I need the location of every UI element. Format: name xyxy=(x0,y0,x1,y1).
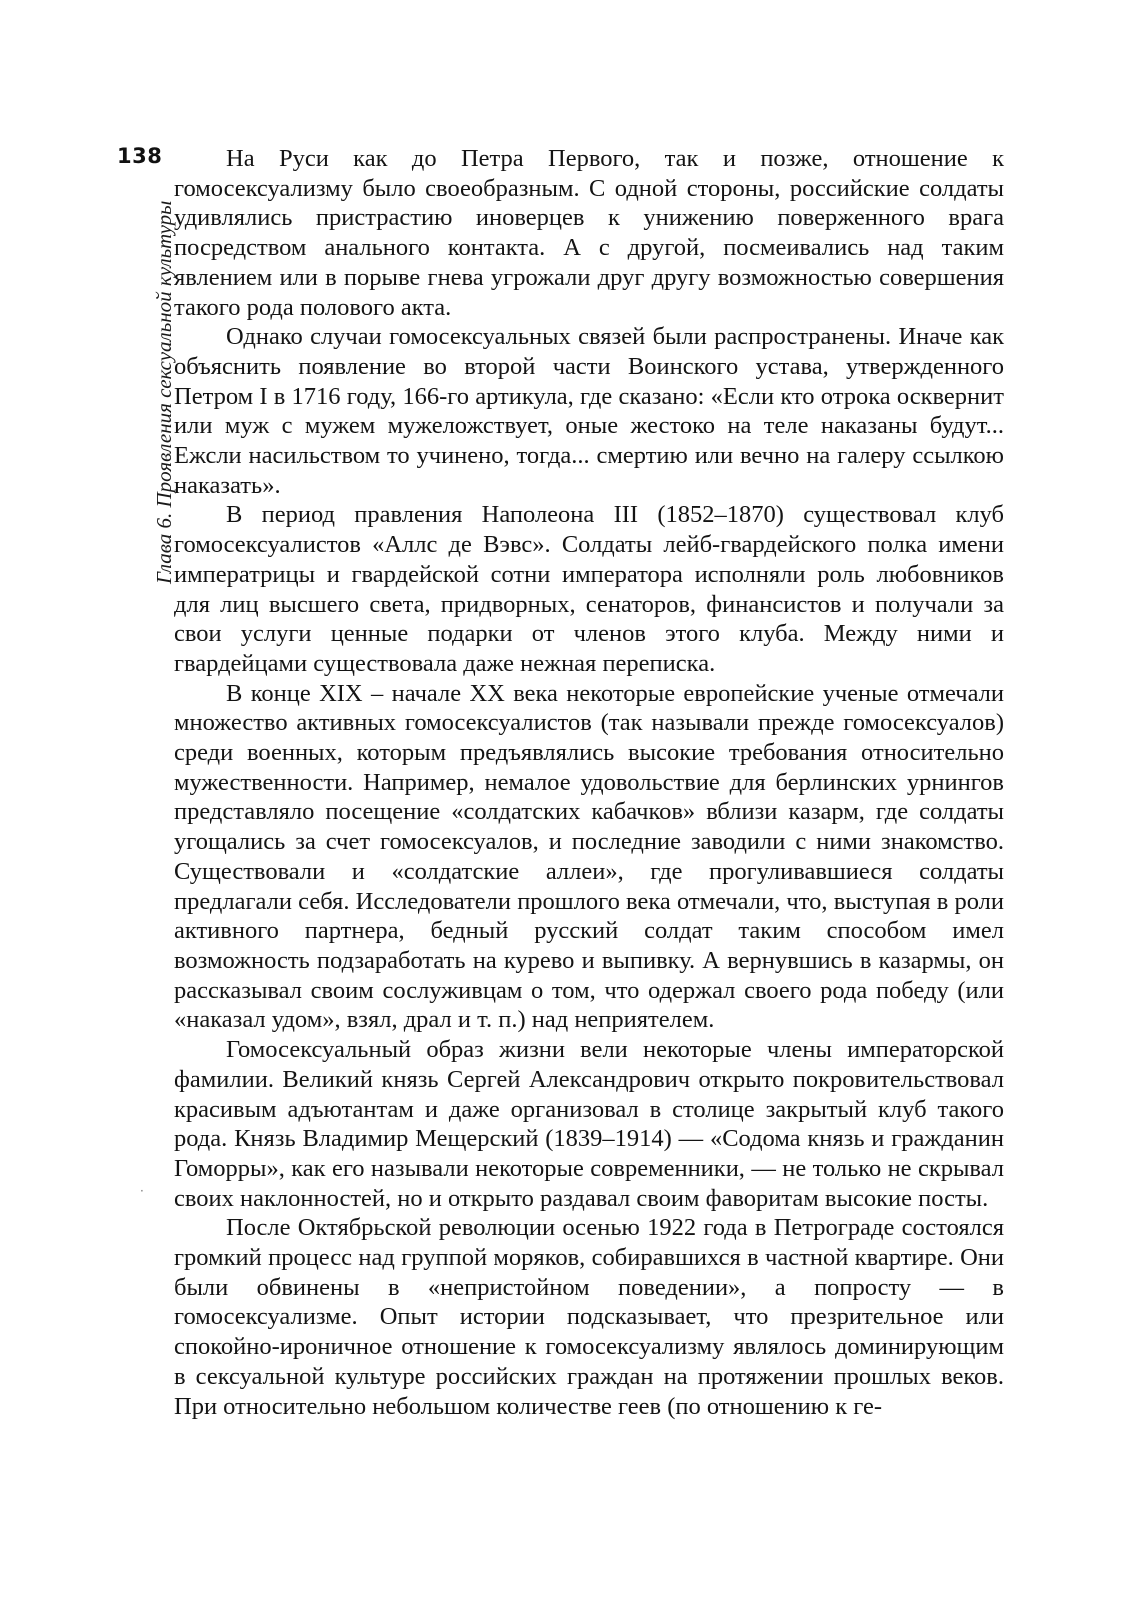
margin-mark: · xyxy=(140,1184,144,1198)
paragraph: В период правления Наполеона III (1852–1870) существовал клуб гомосексуалистов «Аллс де Вэвс». Солдаты лейб-гвардейского полка имени императрицы и гвардейской сотни императора исполняли роль любовников для лиц высшего света, придворных, сенаторов, финансистов и получали за свои услуги ценные подарки от членов этого клуба. Между ними и гвардейцами существовала даже нежная переписка. xyxy=(174,501,1004,677)
paragraph: Однако случаи гомосексуальных связей были распространены. Иначе как объяснить появление во второй части Воинского устава, утвержденного Петром I в 1716 году, 166-го артикула, где сказано: «Если кто отрока осквернит или муж с мужем мужеложствует, оные жестоко на теле наказаны будут... Ежсли насильством то учинено, тогда... смертию или вечно на галеру ссылкою наказать». xyxy=(174,323,1004,499)
paragraph: После Октябрьской революции осенью 1922 года в Петрограде состоялся громкий процесс над группой моряков, собиравшихся в частной квартире. Они были обвинены в «непристойном поведении», а попросту — в гомосексуализме. Опыт истории подсказывает, что презрительное или спокойно-ироничное отношение к гомосексуализму являлось доминирующим в сексуальной культуре российских граждан на протяжении прошлых веков. При относительно небольшом количестве геев (по отношению к ге- xyxy=(174,1214,1004,1420)
body-text xyxy=(174,144,1004,1421)
paragraph: На Руси как до Петра Первого, так и позже, отношение к гомосексуализму было своеобразным. С одной стороны, российские солдаты удивлялись пристрастию иноверцев к унижению поверженного врага посредством анального контакта. А с другой, посмеивались над таким явлением или в порыве гнева угрожали друг другу возможностью совершения такого рода полового акта. xyxy=(174,145,1004,321)
running-header: Глава 6. Проявления сексуальной культуры xyxy=(152,200,176,584)
paragraph: Гомосексуальный образ жизни вели некоторые члены императорской фамилии. Великий князь Сергей Александрович открыто покровительствовал красивым адъютантам и даже организовал в столице закрытый клуб такого рода. Князь Владимир Мещерский (1839–1914) — «Содома князь и гражданин Гоморры», как его называли некоторые современники, — не только не скрывал своих наклонностей, но и открыто раздавал своим фаворитам высокие посты. xyxy=(174,1036,1004,1212)
paragraph: В конце XIX – начале XX века некоторые европейские ученые отмечали множество активных гомосексуалистов (так называли прежде гомосексуалов) среди военных, которым предъявлялись высокие требования относительно мужественности. Например, немалое удовольствие для берлинских урнингов представляло посещение «солдатских кабачков» вблизи казарм, где солдаты угощались за счет гомосексуалов, и последние заводили с ними знакомство. Существовали и «солдатские аллеи», где прогуливавшиеся солдаты предлагали себя. Исследователи прошлого века отмечали, что, выступая в роли активного партнера, бедный русский солдат таким способом имел возможность подзаработать на курево и выпивку. А вернувшись в казармы, он рассказывал своим сослуживцам о том, что одержал своего рода победу (или «наказал удом», взял, драл и т. п.) над неприятелем. xyxy=(174,679,1004,1034)
page-number: 138 xyxy=(117,144,163,168)
